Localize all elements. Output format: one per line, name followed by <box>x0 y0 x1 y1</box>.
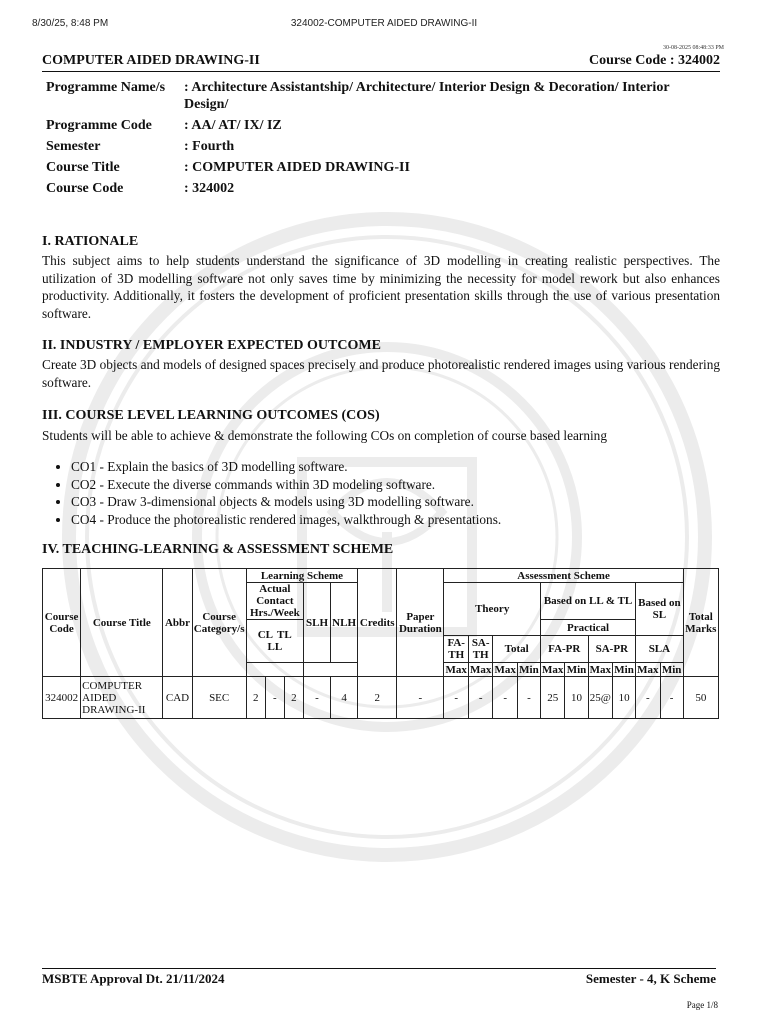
th-fa-pr: FA-PR <box>540 636 588 663</box>
cell-nlh: 4 <box>331 677 358 719</box>
th-sa-th: SA- TH <box>468 636 492 663</box>
th-min: Min <box>519 663 539 676</box>
rationale-text: This subject aims to help students understand the significance of 3D modelling in creating realistic perspectives. The utilization of 3D modelling software not only saves time by minimizing the necessity for model rework but also enhances productivity. Additionally, it fosters the development of proficient presentation skills through the use of various presentation software. <box>42 253 720 321</box>
info-row <box>42 115 720 136</box>
th-total: Total <box>493 636 541 663</box>
th-based-sl: Based on SL <box>636 583 684 636</box>
info-row <box>42 136 720 157</box>
th-max: Max <box>542 663 564 676</box>
th-sla: SLA <box>636 636 684 663</box>
th-abbr: Abbr <box>163 569 192 677</box>
info-value: : COMPUTER AIDED DRAWING-II <box>184 160 410 175</box>
page-number: Page 1/8 <box>686 1000 718 1010</box>
cell-abbr: CAD <box>163 677 192 719</box>
industry-outcome-text: Create 3D objects and models of designed spaces precisely and produce photorealistic rendered images using various rendering software. <box>42 357 720 390</box>
info-row <box>42 77 720 115</box>
th-based-ll-tl: Based on LL & TL <box>540 583 635 620</box>
cell-sla-max: - <box>636 677 660 719</box>
scheme-heading: IV. TEACHING-LEARNING & ASSESSMENT SCHEME <box>42 542 394 557</box>
cos-intro: Students will be able to achieve & demonstrate the following COs on completion of course based learning <box>42 428 607 443</box>
cell-paper-duration: - <box>397 677 444 719</box>
course-header-code: Course Code : 324002 <box>588 53 720 68</box>
co-list <box>56 458 720 528</box>
cell-sa-pr-max: 25@ <box>588 677 612 719</box>
browser-print-header <box>32 18 736 32</box>
course-info-table <box>42 77 720 199</box>
info-row <box>42 157 720 178</box>
th-max: Max <box>469 663 492 676</box>
cell-course-title: COMPUTER AIDED DRAWING-II <box>81 677 163 719</box>
th-paper-duration: Paper Duration <box>397 569 444 677</box>
cell-sa-th-max: - <box>468 677 492 719</box>
cell-tl: - <box>265 677 284 719</box>
info-key: Programme Name/s <box>46 80 166 95</box>
course-header-title: COMPUTER AIDED DRAWING-II <box>42 53 260 68</box>
cell-total-max: - <box>493 677 517 719</box>
th-theory: Theory <box>444 583 541 636</box>
th-practical: Practical <box>540 620 635 636</box>
cell-sla-min: - <box>660 677 683 719</box>
th-max: Max <box>494 663 516 676</box>
cell-cl: 2 <box>246 677 265 719</box>
cos-heading: III. COURSE LEVEL LEARNING OUTCOMES (COS) <box>42 408 380 423</box>
th-course-code: Course Code <box>43 569 81 677</box>
industry-outcome-heading: II. INDUSTRY / EMPLOYER EXPECTED OUTCOME <box>42 338 381 353</box>
info-key: Course Code <box>46 181 124 196</box>
th-credits: Credits <box>358 569 397 677</box>
cell-course-code: 324002 <box>43 677 81 719</box>
info-value: : 324002 <box>184 181 235 196</box>
th-max: Max <box>445 663 467 676</box>
footer-semester-scheme: Semester - 4, K Scheme <box>585 971 716 986</box>
teaching-assessment-scheme-table <box>42 568 719 719</box>
th-learning-scheme: Learning Scheme <box>246 569 357 583</box>
table-row <box>43 677 719 719</box>
info-key: Semester <box>46 139 101 154</box>
th-total-marks: Total Marks <box>683 569 718 677</box>
co-item: • CO4 - Produce the photorealistic rendered images, walkthrough & presentations. <box>71 511 720 529</box>
th-assessment-scheme: Assessment Scheme <box>444 569 683 583</box>
th-nlh: NLH <box>331 583 358 663</box>
cell-total-marks: 50 <box>683 677 718 719</box>
th-slh: SLH <box>303 583 330 663</box>
cell-ll: 2 <box>284 677 303 719</box>
course-header <box>42 53 720 72</box>
info-value: : Fourth <box>184 139 235 154</box>
footer-approval-date: MSBTE Approval Dt. 21/11/2024 <box>42 971 225 986</box>
co-item: • CO1 - Explain the basics of 3D modelling software. <box>71 458 720 476</box>
th-max: Max <box>589 663 611 676</box>
info-key: Programme Code <box>46 118 152 133</box>
th-course-category: Course Category/s <box>192 569 246 677</box>
th-cl: CL <box>257 629 273 641</box>
co-item: • CO3 - Draw 3-dimensional objects & models using 3D modelling software. <box>71 493 720 511</box>
info-value: : Architecture Assistantship/ Architecture/ Interior Design & Decoration/ Interior Design/ <box>184 80 670 112</box>
cell-category: SEC <box>192 677 246 719</box>
table-header-row <box>43 569 719 583</box>
cell-sa-pr-min: 10 <box>613 677 636 719</box>
page-footer <box>42 968 716 987</box>
th-min: Min <box>614 663 634 676</box>
th-tl: TL <box>277 629 292 641</box>
th-fa-th: FA- TH <box>444 636 468 663</box>
th-actual-contact: Actual Contact Hrs./Week <box>246 583 303 620</box>
print-datetime: 8/30/25, 8:48 PM <box>32 18 109 29</box>
rationale-heading: I. RATIONALE <box>42 234 139 249</box>
th-max: Max <box>637 663 659 676</box>
cell-fa-th-max: - <box>444 677 468 719</box>
info-key: Course Title <box>46 160 120 175</box>
cell-slh: - <box>303 677 330 719</box>
th-sa-pr: SA-PR <box>588 636 636 663</box>
info-value: : AA/ AT/ IX/ IZ <box>184 118 282 133</box>
th-course-title: Course Title <box>81 569 163 677</box>
th-cl-tl-ll <box>246 620 303 663</box>
cell-total-min: - <box>517 677 540 719</box>
cell-fa-pr-min: 10 <box>565 677 588 719</box>
th-ll: LL <box>267 641 283 653</box>
th-blank <box>303 663 357 677</box>
co-item: • CO2 - Execute the diverse commands within 3D modeling software. <box>71 476 720 494</box>
th-min: Min <box>566 663 587 676</box>
cell-credits: 2 <box>358 677 397 719</box>
print-title: 324002-COMPUTER AIDED DRAWING-II <box>290 18 478 29</box>
info-row <box>42 178 720 199</box>
generated-timestamp: 30-08-2025 08:48:33 PM <box>662 45 724 51</box>
th-min: Min <box>661 663 682 676</box>
cell-fa-pr-max: 25 <box>540 677 564 719</box>
th-blank <box>246 663 303 677</box>
